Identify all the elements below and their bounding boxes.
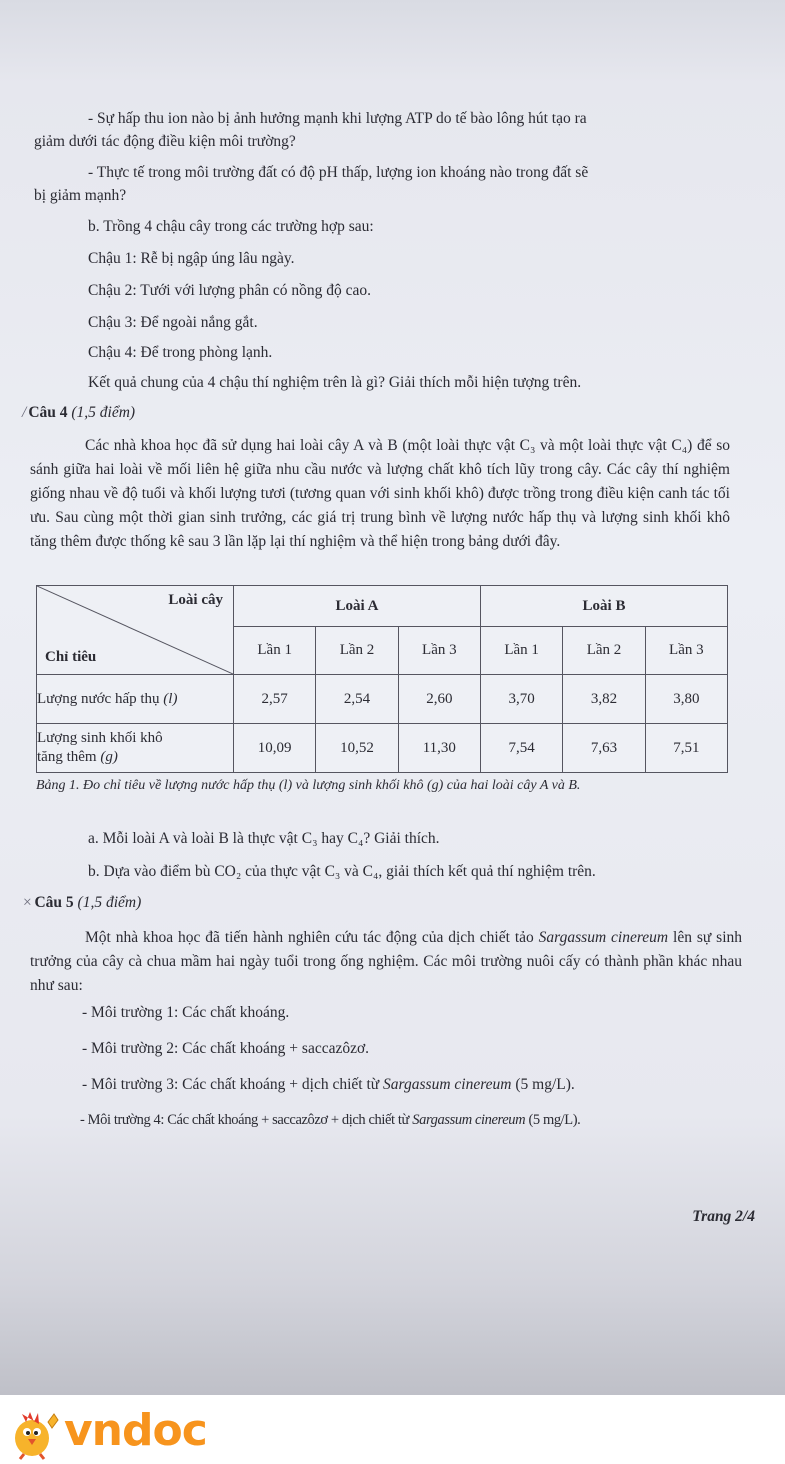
cross-mark-icon: × bbox=[22, 894, 33, 911]
table-cell: 11,30 bbox=[398, 724, 480, 773]
run-header: Lần 2 bbox=[316, 627, 398, 675]
table-cell: 3,82 bbox=[563, 675, 645, 724]
run-header: Lần 3 bbox=[398, 627, 480, 675]
environment-item: - Môi trường 4: Các chất khoáng + saccazôzơ + dịch chiết từ Sargassum cinereum (5 mg/L). bbox=[80, 1112, 581, 1128]
group-header-b: Loài B bbox=[480, 586, 727, 627]
table-cell: 2,60 bbox=[398, 675, 480, 724]
pot-item: Chậu 1: Rễ bị ngập úng lâu ngày. bbox=[88, 250, 295, 267]
vndoc-logo[interactable] bbox=[6, 1404, 246, 1460]
row-label: Lượng nước hấp thụ (l) bbox=[37, 675, 234, 724]
page-number: Trang 2/4 bbox=[692, 1208, 755, 1225]
run-header: Lần 1 bbox=[480, 627, 562, 675]
run-header: Lần 2 bbox=[563, 627, 645, 675]
environment-item: - Môi trường 3: Các chất khoáng + dịch chiết từ Sargassum cinereum (5 mg/L). bbox=[82, 1076, 575, 1093]
text-line: giảm dưới tác động điều kiện môi trường? bbox=[34, 133, 296, 150]
pot-item: Chậu 3: Để ngoài nắng gắt. bbox=[88, 314, 258, 331]
table-cell: 2,54 bbox=[316, 675, 398, 724]
table-row bbox=[37, 675, 728, 724]
question-5-heading bbox=[22, 894, 141, 912]
data-table bbox=[36, 585, 728, 773]
corner-top-label: Loài cây bbox=[168, 592, 223, 608]
question-title: Câu 4 bbox=[28, 404, 68, 421]
table-cell: 3,70 bbox=[480, 675, 562, 724]
pen-mark-icon: / bbox=[22, 404, 27, 421]
run-header: Lần 3 bbox=[645, 627, 727, 675]
question-5-body: Một nhà khoa học đã tiến hành nghiên cứu tác động của dịch chiết tảo Sargassum cinereum lên sự sinh trưởng của cây cà chua mầm hai ngày tuổi trong ống nghiệm. Các môi trường nuôi cấy có thành phần khác nhau như sau: bbox=[30, 929, 743, 994]
question-points: (1,5 điểm) bbox=[77, 894, 142, 911]
table-cell: 3,80 bbox=[645, 675, 727, 724]
run-header: Lần 1 bbox=[234, 627, 316, 675]
table-cell: 2,57 bbox=[234, 675, 316, 724]
text-line: bị giảm mạnh? bbox=[34, 187, 127, 204]
pot-item: Chậu 2: Tưới với lượng phân có nồng độ cao. bbox=[88, 282, 372, 299]
corner-bottom-label: Chỉ tiêu bbox=[45, 649, 97, 665]
pot-item: Chậu 4: Để trong phòng lạnh. bbox=[88, 344, 273, 361]
table-cell: 10,52 bbox=[316, 724, 398, 773]
environment-item: - Môi trường 1: Các chất khoáng. bbox=[82, 1004, 290, 1021]
table-corner bbox=[37, 586, 234, 675]
question-4-body: Các nhà khoa học đã sử dụng hai loài cây A và B (một loài thực vật C₃ và một loài thực vật C₄) để so sánh giữa hai loài về mối liên hệ giữa nhu cầu nước và lượng chất khô tích lũy trong cây. Các cây thí nghiệm giống nhau về độ tuổi và khối lượng tươi (tương quan với sinh khối khô) được trồng trong điều kiện canh tác tối ưu. Sau cùng một thời gian sinh trưởng, các giá trị trung bình về lượng nước hấp thụ và lượng sinh khối khô tăng thêm được thống kê sau 3 lần lặp lại thí nghiệm và thể hiện trong bảng dưới đây. bbox=[30, 437, 730, 550]
part-b-intro: b. Trồng 4 chậu cây trong các trường hợp sau: bbox=[88, 218, 374, 235]
group-header-a: Loài A bbox=[234, 586, 481, 627]
table-cell: 7,54 bbox=[480, 724, 562, 773]
text-line: - Thực tế trong môi trường đất có độ pH thấp, lượng ion khoáng nào trong đất sẽ bbox=[88, 164, 589, 181]
table-cell: 7,63 bbox=[563, 724, 645, 773]
table-cell: 7,51 bbox=[645, 724, 727, 773]
chick-mascot-icon bbox=[6, 1404, 62, 1460]
table-cell: 10,09 bbox=[234, 724, 316, 773]
table-row bbox=[37, 724, 728, 773]
question-4a: a. Mỗi loài A và loài B là thực vật C₃ hay C₄? Giải thích. bbox=[88, 830, 440, 847]
question-4-heading bbox=[22, 404, 135, 422]
question-4b: b. Dựa vào điểm bù CO₂ của thực vật C₃ và C₄, giải thích kết quả thí nghiệm trên. bbox=[88, 863, 596, 880]
row-label: Lượng sinh khối khô tăng thêm (g) bbox=[37, 724, 234, 773]
environment-item: - Môi trường 2: Các chất khoáng + saccazôzơ. bbox=[82, 1040, 370, 1057]
question-points: (1,5 điểm) bbox=[71, 404, 136, 421]
question-title: Câu 5 bbox=[34, 894, 74, 911]
pot-question: Kết quả chung của 4 chậu thí nghiệm trên là gì? Giải thích mỗi hiện tượng trên. bbox=[88, 374, 582, 391]
logo-wordmark: vndoc bbox=[64, 1405, 207, 1456]
text-line: - Sự hấp thu ion nào bị ảnh hưởng mạnh khi lượng ATP do tế bào lông hút tạo ra bbox=[88, 110, 587, 127]
table-caption: Bảng 1. Đo chỉ tiêu về lượng nước hấp thụ (l) và lượng sinh khối khô (g) của hai loài cây A và B. bbox=[36, 778, 581, 793]
